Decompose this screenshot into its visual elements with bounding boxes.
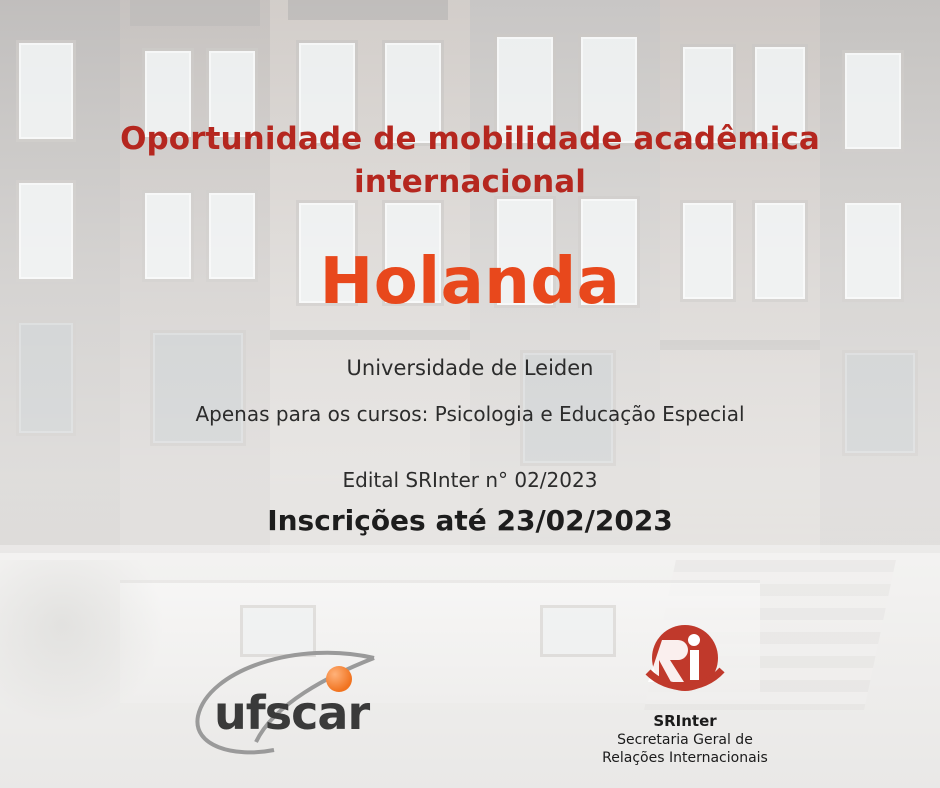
logo-row xyxy=(0,612,940,788)
srinter-subtitle-line-2: Relações Internacionais xyxy=(602,749,768,766)
srinter-name: SRInter xyxy=(653,712,717,730)
application-deadline: Inscrições até 23/02/2023 xyxy=(267,503,673,537)
srinter-circular-mark-icon xyxy=(642,622,728,700)
country-title: Holanda xyxy=(319,244,621,319)
ufscar-wordmark: ufscar xyxy=(214,686,370,740)
university-name: Universidade de Leiden xyxy=(346,355,594,380)
eligible-courses: Apenas para os cursos: Psicologia e Educação Especial xyxy=(195,401,745,426)
ufscar-logo xyxy=(178,630,458,770)
page-title: Oportunidade de mobilidade acadêmica internacional xyxy=(120,121,820,200)
srinter-logo xyxy=(560,622,810,767)
edital-reference: Edital SRInter n° 02/2023 xyxy=(342,467,598,492)
srinter-subtitle-line-1: Secretaria Geral de xyxy=(617,732,753,748)
